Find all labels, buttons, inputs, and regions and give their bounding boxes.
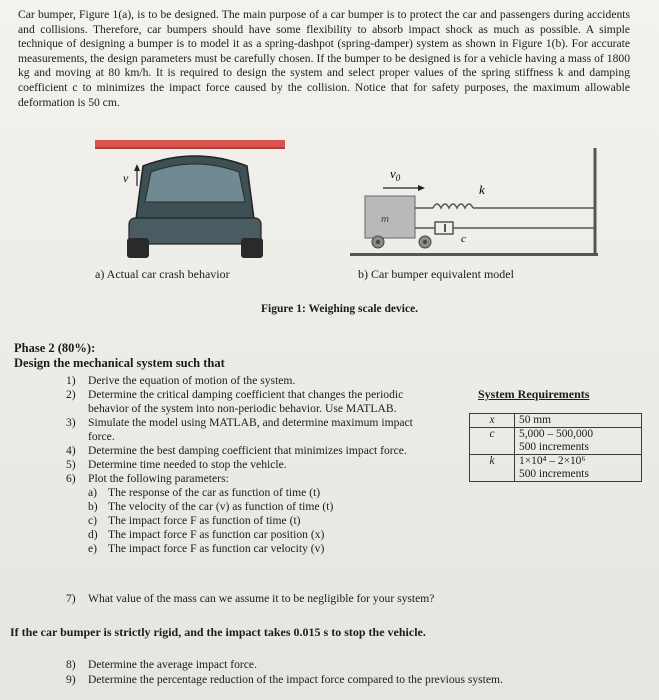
rigid-bumper-note: If the car bumper is strictly rigid, and the impact takes 0.015 s to stop the vehicle.	[10, 625, 426, 639]
tail-task-list	[66, 657, 503, 687]
requirement-symbol: k	[470, 455, 515, 482]
label-c: c	[461, 233, 466, 245]
figure-1	[85, 138, 605, 288]
caption-b: b) Car bumper equivalent model	[358, 267, 514, 281]
caption-a: a) Actual car crash behavior	[95, 267, 230, 281]
requirement-value: 50 mm	[515, 414, 642, 428]
label-m: m	[381, 213, 389, 225]
table-row	[470, 414, 642, 428]
mass-block	[365, 196, 415, 238]
question-7: 7) What value of the mass can we assume it to be negligible for your system?	[66, 592, 435, 605]
table-row	[470, 428, 642, 455]
list-item: 8) Determine the average impact force.	[66, 658, 257, 671]
car-windshield	[145, 164, 245, 202]
label-k: k	[479, 182, 485, 197]
requirement-value: 1×10⁴ – 2×10⁶ 500 increments	[515, 455, 642, 482]
list-item: 9) Determine the percentage reduction of the impact force compared to the previous system.	[66, 673, 503, 686]
requirements-title: System Requirements	[478, 387, 590, 401]
label-v: v	[123, 171, 129, 185]
ground	[350, 253, 598, 256]
sub-item: a) The response of the car as function of time (t)	[88, 486, 321, 499]
requirement-value: 5,000 – 500,000 500 increments	[515, 428, 642, 455]
sub-item: e) The impact force F as function car velocity (v)	[88, 542, 325, 555]
figure-illustration	[85, 138, 605, 288]
design-heading: Design the mechanical system such that	[14, 356, 225, 370]
list-item: 2) Determine the critical damping coefficient that changes the periodic behavior of the system into non-periodic behavior. Use MATLAB.	[66, 388, 404, 415]
sub-item: b) The velocity of the car (v) as function of time (t)	[88, 500, 334, 513]
list-item: 4) Determine the best damping coefficient that minimizes impact force.	[66, 444, 407, 457]
list-item: 1) Derive the equation of motion of the system.	[66, 374, 296, 387]
table-row	[470, 455, 642, 482]
sub-item: d) The impact force F as function car position (x)	[88, 528, 325, 541]
list-item: 6) Plot the following parameters:	[66, 472, 229, 485]
figure-title: Figure 1: Weighing scale device.	[261, 303, 419, 315]
car-wheel-right	[241, 238, 263, 258]
crash-barrier	[95, 140, 285, 147]
spring	[433, 204, 473, 208]
sub-item: c) The impact force F as function of time (t)	[88, 514, 301, 527]
requirement-symbol: c	[470, 428, 515, 455]
intro-paragraph: Car bumper, Figure 1(a), is to be designed. The main purpose of a car bumper is to protect the car and passengers during accidents and collisions. Therefore, car bumpers should have some flexibility to absorb impact shock as much as possible. A simple technique of designing a bumper is to model it as a spring-dashpot (spring-damper) system as shown in Figure 1(b). For accurate measurements, the design parameters must be carefully chosen. If the bumper to be designed is for a vehicle having a mass of 1800 kg and moving at 80 km/h. It is required to design the system and select proper values of the spring stiffness k and damping coefficient c to minimizes the impact force caused by the collision. Notice that for safety purposes, the maximum allowable deformation is 50 cm.	[18, 8, 630, 109]
requirements-table	[469, 413, 642, 482]
requirement-symbol: x	[470, 414, 515, 428]
label-v0: $v_0$	[390, 166, 401, 183]
phase-heading: Phase 2 (80%):	[14, 341, 96, 355]
car-wheel-left	[127, 238, 149, 258]
list-item: 3) Simulate the model using MATLAB, and determine maximum impact force.	[66, 416, 413, 443]
task-list	[66, 374, 466, 556]
list-item: 5) Determine time needed to stop the vehicle.	[66, 458, 287, 471]
